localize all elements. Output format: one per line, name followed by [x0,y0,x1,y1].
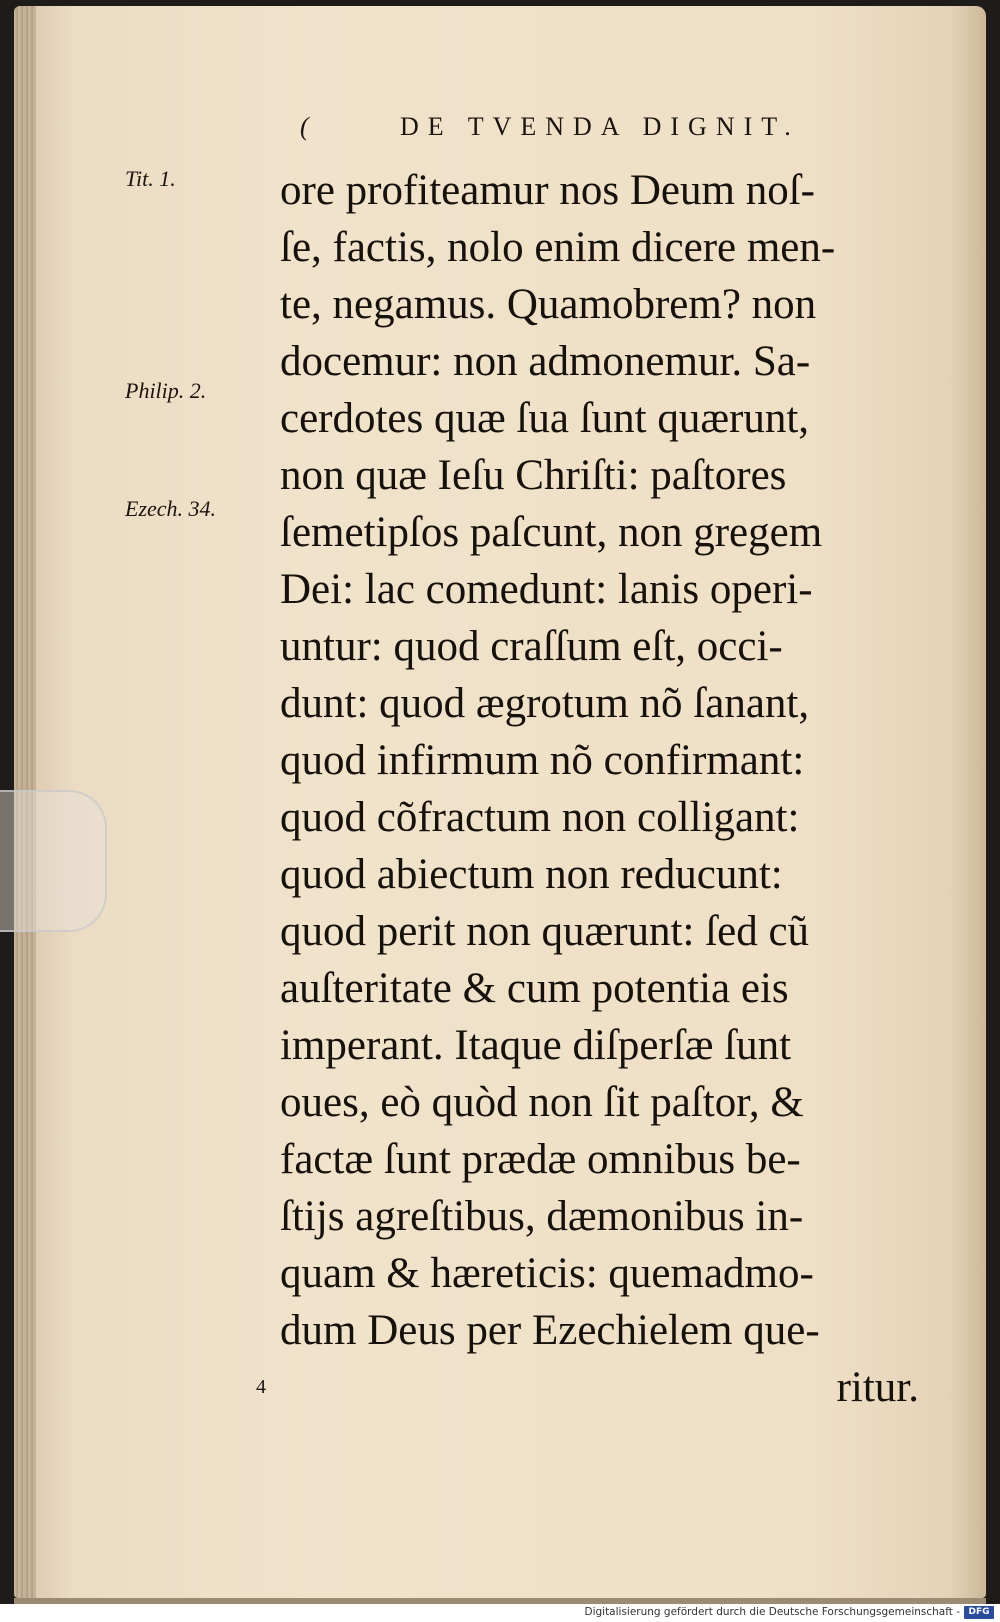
body-text [280,162,925,1416]
bookmark-tab [0,790,107,932]
text-line: quod infirmum nõ confirmant: [280,737,805,784]
text-line: factæ ſunt prædæ omnibus be- [280,1136,801,1183]
text-line: quam & hæreticis: quemadmo- [280,1250,814,1297]
text-line: ſe, factis, nolo enim dicere men- [280,224,836,271]
footer-credit: Digitalisierung gefördert durch die Deutsche Forschungsgemeinschaft - [584,1606,960,1618]
text-line: quod perit non quærunt: ſed cũ [280,908,810,955]
text-line: docemur: non admonemur. Sa- [280,338,811,385]
dfg-logo-icon: DFG [964,1606,994,1619]
text-line: ſtijs agreſtibus, dæmonibus in- [280,1193,804,1240]
text-line: dum Deus per Ezechielem que- [280,1307,820,1354]
text-line: oues, eò quòd non ſit paſtor, & [280,1079,804,1126]
margin-note-ezech: Ezech. 34. [125,496,217,521]
text-line: untur: quod craſſum eſt, occi- [280,623,783,670]
text-line: auſteritate & cum potentia eis [280,965,789,1012]
margin-note-tit: Tit. 1. [125,166,176,191]
catchword: ritur. [836,1364,919,1411]
text-line: ore profiteamur nos Deum noſ- [280,167,815,214]
text-line: cerdotes quæ ſua ſunt quærunt, [280,395,810,442]
text-line: Dei: lac comedunt: lanis operi- [280,566,813,613]
text-line: dunt: quod ægrotum nõ ſanant, [280,680,810,727]
text-line: te, negamus. Quamobrem? non [280,281,817,328]
running-head [300,112,940,148]
text-line: quod abiectum non reducunt: [280,851,783,898]
running-head-title: DE TVENDA DIGNIT. [400,112,800,141]
running-head-mark: ( [300,112,309,141]
signature-mark: 4 [256,1376,266,1398]
margin-note-philip: Philip. 2. [125,378,207,403]
text-line: ſemetipſos paſcunt, non gregem [280,509,823,556]
text-line: quod cõfractum non colligant: [280,794,800,841]
text-line: non quæ Ieſu Chriſti: paſtores [280,452,787,499]
text-line: imperant. Itaque diſperſæ ſunt [280,1022,792,1069]
